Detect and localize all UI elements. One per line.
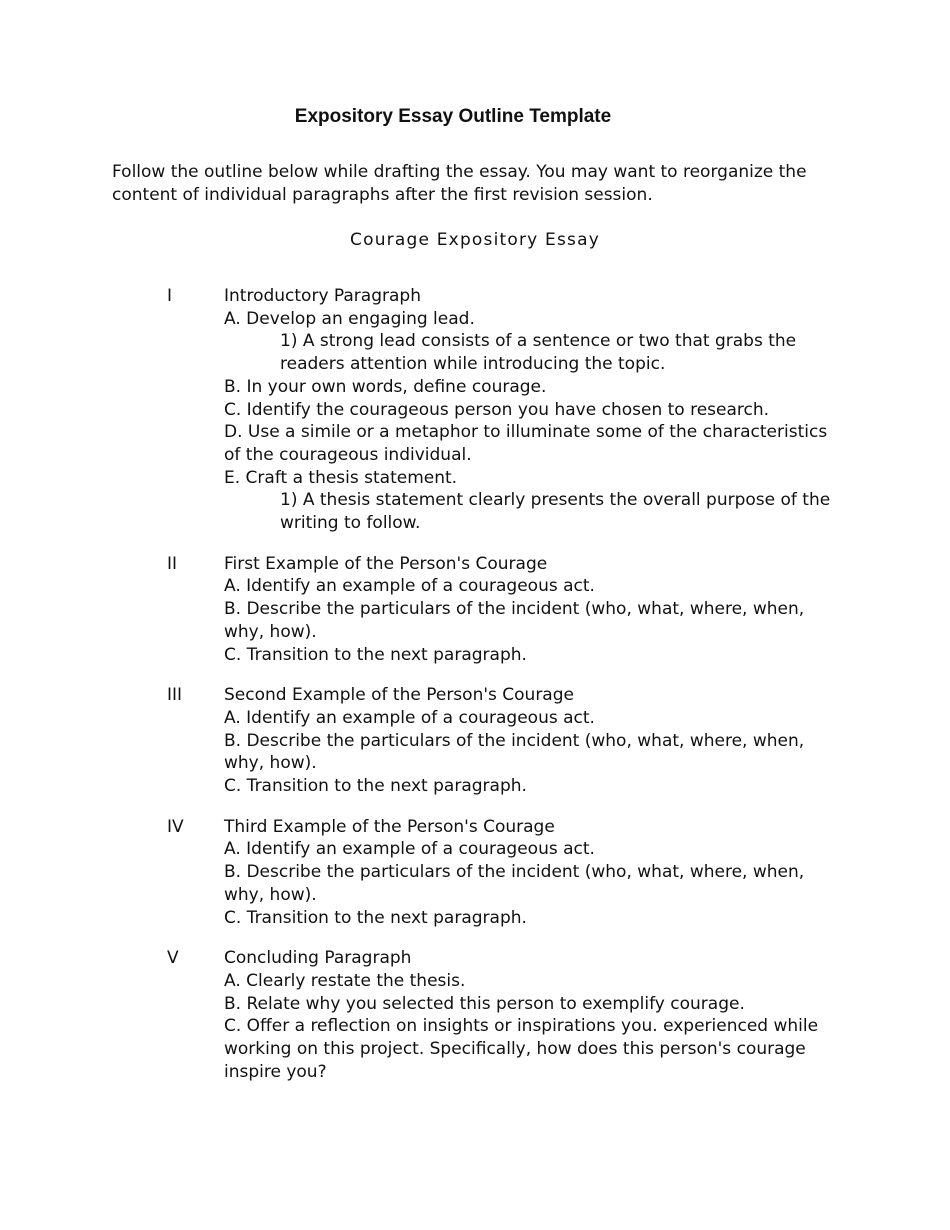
document-title: Expository Essay Outline Template	[294, 106, 612, 127]
section-heading: Third Example of the Person's Courage	[224, 816, 555, 837]
section-numeral: III	[167, 685, 183, 706]
section-numeral: IV	[167, 816, 184, 837]
outline-item: A. Develop an engaging lead.	[224, 308, 475, 329]
outline-item: C. Identify the courageous person you have chosen to research.	[224, 399, 770, 420]
outline-subitem: 1) A strong lead consists of a sentence or two that grabs the readers attention while introducing the topic.	[280, 331, 797, 375]
outline-section-5	[0, 947, 950, 1083]
outline-item: B. Describe the particulars of the incident (who, what, where, when, why, how).	[224, 862, 805, 905]
intro-paragraph: Follow the outline below while drafting the essay. You may want to reorganize the content of individual paragraphs after the first revision session.	[112, 162, 807, 205]
section-numeral: I	[167, 286, 173, 306]
outline-item: C. Transition to the next paragraph.	[224, 907, 527, 928]
essay-subtitle: Courage Expository Essay	[350, 230, 600, 250]
outline-item: A. Identify an example of a courageous act.	[224, 707, 595, 728]
outline-item: B. Describe the particulars of the incident (who, what, where, when, why, how).	[224, 599, 805, 642]
outline-section-3	[0, 684, 950, 798]
section-heading: Concluding Paragraph	[224, 948, 412, 969]
outline-item: C. Transition to the next paragraph.	[224, 776, 527, 797]
outline-item: E. Craft a thesis statement.	[224, 467, 458, 488]
outline-item: A. Identify an example of a courageous act.	[224, 576, 595, 597]
section-heading: Introductory Paragraph	[224, 286, 421, 306]
section-numeral: V	[167, 948, 179, 969]
section-numeral: II	[167, 553, 178, 574]
outline-section-1	[0, 285, 950, 535]
outline-item: B. Describe the particulars of the incident (who, what, where, when, why, how).	[224, 730, 805, 774]
section-heading: First Example of the Person's Courage	[224, 553, 548, 574]
outline-section-4	[0, 816, 950, 930]
outline-item: B. In your own words, define courage.	[224, 376, 547, 397]
outline-item: C. Transition to the next paragraph.	[224, 644, 527, 665]
outline-subitem: 1) A thesis statement clearly presents the overall purpose of the writing to follow.	[280, 490, 831, 534]
outline-item: A. Clearly restate the thesis.	[224, 970, 466, 991]
outline-item: A. Identify an example of a courageous act.	[224, 839, 595, 860]
outline-section-2	[0, 553, 950, 667]
section-heading: Second Example of the Person's Courage	[224, 685, 574, 706]
outline-item: B. Relate why you selected this person to exemplify courage.	[224, 993, 745, 1014]
essay-outline	[0, 285, 950, 1102]
outline-item: C. Offer a reflection on insights or inspirations you. experienced while working on this project. Specifically, how does this person's courage inspire you?	[224, 1016, 819, 1082]
outline-item: D. Use a simile or a metaphor to illuminate some of the characteristics of the courageous individual.	[224, 422, 828, 465]
